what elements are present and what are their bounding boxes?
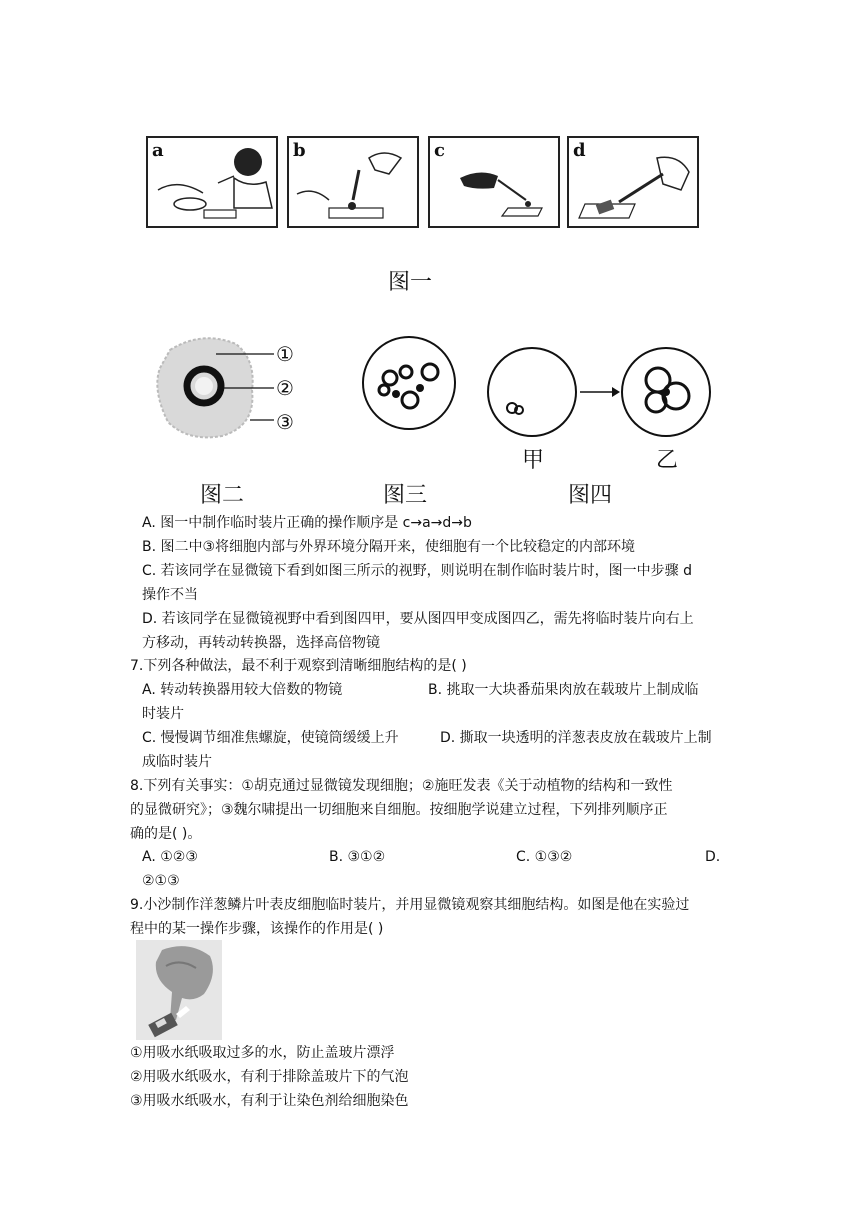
arrow-icon — [578, 384, 622, 400]
q8-stem-cont2: 确的是( )。 — [130, 826, 202, 842]
q6-option-b: B. 图二中③将细胞内部与外界环境分隔开来，使细胞有一个比较稳定的内部环境 — [142, 539, 636, 555]
panel-letter: b — [293, 140, 306, 161]
microscope-field-high-power — [620, 346, 712, 438]
q9-statement-1: ①用吸水纸吸取过多的水，防止盖玻片漂浮 — [130, 1045, 395, 1061]
q8-option-d: D. — [705, 849, 721, 865]
microscope-field-bubbles — [360, 334, 458, 432]
label-1: ① — [276, 342, 294, 366]
coverslip-illustration — [569, 138, 697, 226]
q8-stem: 8.下列有关事实：①胡克通过显微镜发现细胞；②施旺发表《关于动植物的结构和一致性 — [130, 778, 673, 794]
q6-option-d: D. 若该同学在显微镜视野中看到图四甲，要从图四甲变成图四乙，需先将临时装片向右上 — [142, 611, 694, 627]
panel-letter: a — [152, 140, 164, 161]
dropper-illustration — [430, 138, 558, 226]
q9-stem-cont: 程中的某一操作步骤，该操作的作用是( ) — [130, 921, 384, 937]
q7-stem: 7.下列各种做法，最不利于观察到清晰细胞结构的是( ) — [130, 658, 467, 674]
blotting-paper-photo — [136, 940, 222, 1040]
figure3-caption: 图三 — [383, 483, 428, 508]
q7-option-b-cont: 时装片 — [142, 706, 184, 722]
q8-option-b: B. ③①② — [329, 849, 386, 865]
label-3: ③ — [276, 410, 294, 434]
figure4-label-right: 乙 — [656, 448, 679, 473]
figure1-panel-d — [567, 136, 699, 228]
panel-letter: d — [573, 140, 586, 161]
q6-option-a: A. 图一中制作临时装片正确的操作顺序是 c→a→d→b — [142, 515, 472, 531]
cell-label-lines — [210, 340, 276, 430]
q6-option-c: C. 若该同学在显微镜下看到如图三所示的视野，则说明在制作临时装片时，图一中步骤 d — [142, 563, 693, 579]
label-2: ② — [276, 376, 294, 400]
q7-option-d-cont: 成临时装片 — [142, 754, 212, 770]
q7-option-c: C. 慢慢调节细准焦螺旋，使镜筒缓缓上升 — [142, 730, 399, 746]
q9-stem: 9.小沙制作洋葱鳞片叶表皮细胞临时装片，并用显微镜观察其细胞结构。如图是他在实验过 — [130, 897, 690, 913]
staining-illustration — [289, 138, 417, 226]
figure1-panel-b — [287, 136, 419, 228]
q9-statement-3: ③用吸水纸吸水，有利于让染色剂给细胞染色 — [130, 1093, 409, 1109]
q8-option-a: A. ①②③ — [142, 849, 198, 865]
panel-letter: c — [434, 140, 445, 161]
figure1-caption: 图一 — [388, 270, 433, 295]
figure1-panel-c — [428, 136, 560, 228]
q6-option-c-cont: 操作不当 — [142, 587, 198, 603]
q6-option-d-cont: 方移动，再转动转换器，选择高倍物镜 — [142, 635, 380, 651]
q7-option-b: B. 挑取一大块番茄果肉放在载玻片上制成临 — [428, 682, 699, 698]
q7-option-a: A. 转动转换器用较大倍数的物镜 — [142, 682, 343, 698]
q9-statement-2: ②用吸水纸吸水，有利于排除盖玻片下的气泡 — [130, 1069, 409, 1085]
q8-stem-cont: 的显微研究》；③魏尔啸提出一切细胞来自细胞。按细胞学说建立过程，下列排列顺序正 — [130, 802, 668, 818]
dropping-water-illustration — [148, 138, 276, 226]
q8-option-c: C. ①③② — [516, 849, 573, 865]
microscope-field-low-power — [486, 346, 578, 438]
q8-option-d-cont: ②①③ — [142, 873, 180, 889]
figure4-label-left: 甲 — [522, 448, 545, 473]
figure2-caption: 图二 — [200, 483, 245, 508]
figure1-panel-a — [146, 136, 278, 228]
figure4-caption: 图四 — [568, 483, 613, 508]
q7-option-d: D. 撕取一块透明的洋葱表皮放在载玻片上制 — [440, 730, 712, 746]
